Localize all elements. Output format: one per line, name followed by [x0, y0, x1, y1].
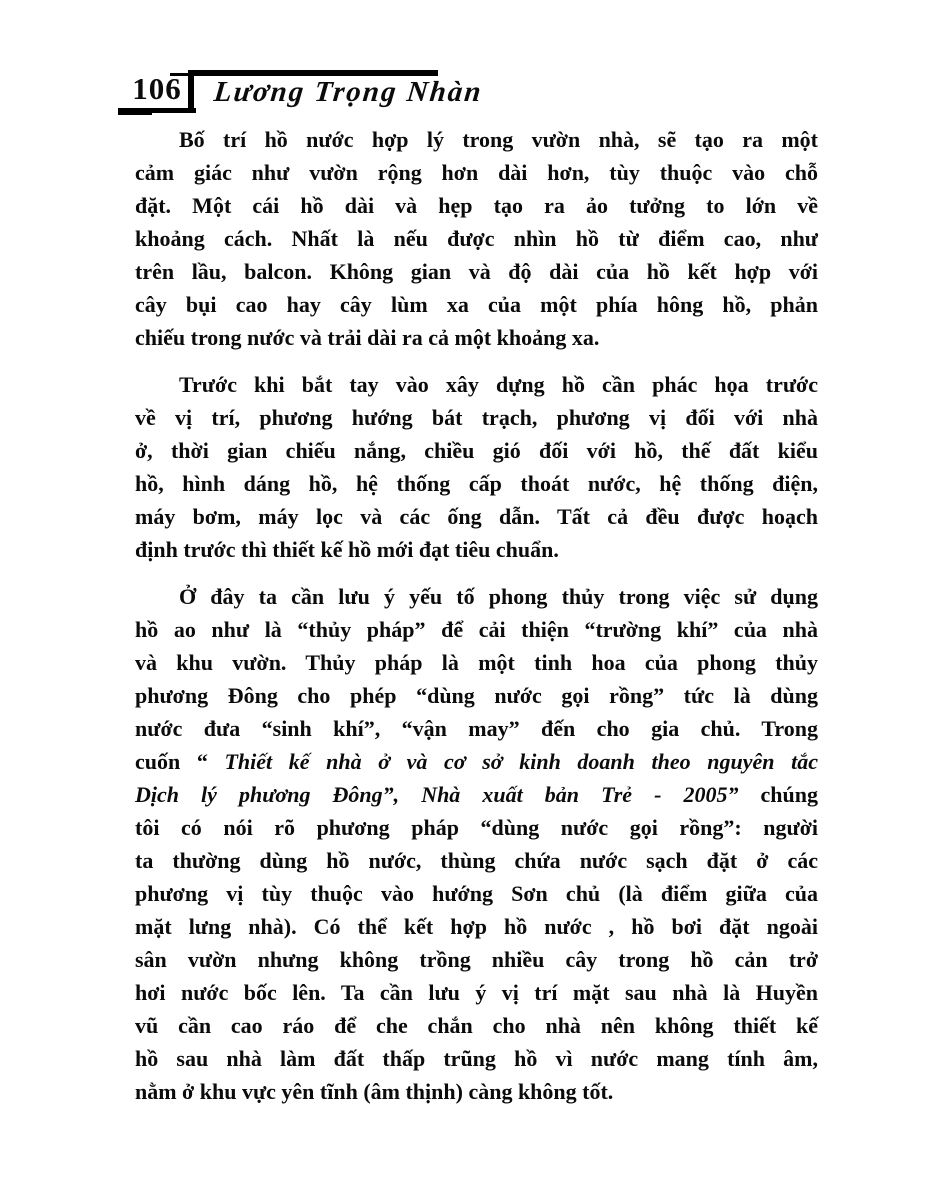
text-line: [135, 156, 818, 189]
text-run: hồ sau nhà làm đất thấp trũng hồ vì nước mang tính âm,: [135, 1046, 818, 1071]
text-line: [135, 877, 818, 910]
text-line: [135, 123, 818, 156]
text-line: [135, 222, 818, 255]
text-line: [135, 646, 818, 679]
text-line: [135, 712, 818, 745]
italic-text-run: Thiết kế nhà ở và cơ sở kinh doanh theo nguyên tắc: [224, 749, 818, 774]
text-line: [135, 745, 818, 778]
text-run: máy bơm, máy lọc và các ống dẫn. Tất cả đều được hoạch: [135, 504, 818, 529]
page-number: 106: [118, 71, 196, 113]
text-run: đặt. Một cái hồ dài và hẹp tạo ra ảo tưởng to lớn về: [135, 193, 818, 218]
page-number-underline-tail: [118, 112, 152, 115]
text-line: [135, 778, 818, 811]
text-run: cảm giác như vườn rộng hơn dài hơn, tùy thuộc vào chỗ: [135, 160, 818, 185]
author-name: Lương Trọng Nhàn: [212, 76, 485, 108]
text-run: trên lầu, balcon. Không gian và độ dài của hồ kết hợp với: [135, 259, 818, 284]
text-run: nằm ở khu vực yên tĩnh (âm thịnh) càng không tốt.: [135, 1079, 614, 1104]
text-line: [135, 613, 818, 646]
text-run: mặt lưng nhà). Có thể kết hợp hồ nước , hồ bơi đặt ngoài: [135, 914, 818, 939]
text-run: khoảng cách. Nhất là nếu được nhìn hồ từ điểm cao, như: [135, 226, 818, 251]
text-run: tôi có nói rõ phương pháp “dùng nước gọi rồng”: người: [135, 815, 818, 840]
text-run: cây bụi cao hay cây lùm xa của một phía hông hồ, phản: [135, 292, 818, 317]
text-line: [135, 844, 818, 877]
text-run: vũ cần cao ráo để che chắn cho nhà nên không thiết kế: [135, 1013, 818, 1038]
text-line: [135, 401, 818, 434]
italic-text-run: Dịch lý phương Đông”, Nhà xuất bản Trẻ - 2005”: [135, 782, 739, 807]
text-line: [135, 467, 818, 500]
text-run: hồ, hình dáng hồ, hệ thống cấp thoát nước, hệ thống điện,: [135, 471, 818, 496]
text-run: phương vị tùy thuộc vào hướng Sơn chủ (là điểm giữa của: [135, 881, 818, 906]
text-run: về vị trí, phương hướng bát trạch, phương vị đối với nhà: [135, 405, 818, 430]
paragraph: [135, 123, 818, 354]
text-run: Trước khi bắt tay vào xây dựng hồ cần phác họa trước: [179, 372, 818, 397]
paragraph: [135, 580, 818, 1108]
text-run: chúng: [738, 782, 818, 807]
text-line: [135, 1075, 818, 1108]
text-run: và khu vườn. Thủy pháp là một tinh hoa của phong thủy: [135, 650, 818, 675]
text-run: phương Đông cho phép “dùng nước gọi rồng” tức là dùng: [135, 683, 818, 708]
text-line: [135, 976, 818, 1009]
text-line: [135, 811, 818, 844]
text-line: [135, 189, 818, 222]
text-line: [135, 321, 818, 354]
text-line: [135, 255, 818, 288]
text-run: Bố trí hồ nước hợp lý trong vườn nhà, sẽ tạo ra một: [179, 127, 818, 152]
text-line: [135, 434, 818, 467]
page-body: [135, 123, 818, 1122]
text-line: [135, 368, 818, 401]
text-run: hồ ao như là “thủy pháp” để cải thiện “trường khí” của nhà: [135, 617, 818, 642]
text-line: [135, 500, 818, 533]
text-run: nước đưa “sinh khí”, “vận may” đến cho gia chủ. Trong: [135, 716, 818, 741]
text-line: [135, 288, 818, 321]
text-line: [135, 1042, 818, 1075]
text-run: cuốn “: [135, 749, 225, 774]
text-line: [135, 910, 818, 943]
text-run: hơi nước bốc lên. Ta cần lưu ý vị trí mặt sau nhà là Huyền: [135, 980, 818, 1005]
text-line: [135, 679, 818, 712]
text-line: [135, 580, 818, 613]
paragraph: [135, 368, 818, 566]
text-line: [135, 1009, 818, 1042]
text-run: chiếu trong nước và trải dài ra cả một khoảng xa.: [135, 325, 600, 350]
text-run: ở, thời gian chiếu nắng, chiều gió đối với hồ, thế đất kiểu: [135, 438, 818, 463]
text-run: Ở đây ta cần lưu ý yếu tố phong thủy trong việc sử dụng: [179, 584, 818, 609]
text-line: [135, 533, 818, 566]
text-line: [135, 943, 818, 976]
text-run: sân vườn nhưng không trồng nhiều cây trong hồ cản trở: [135, 947, 818, 972]
text-run: ta thường dùng hồ nước, thùng chứa nước sạch đặt ở các: [135, 848, 818, 873]
text-run: định trước thì thiết kế hồ mới đạt tiêu chuẩn.: [135, 537, 559, 562]
